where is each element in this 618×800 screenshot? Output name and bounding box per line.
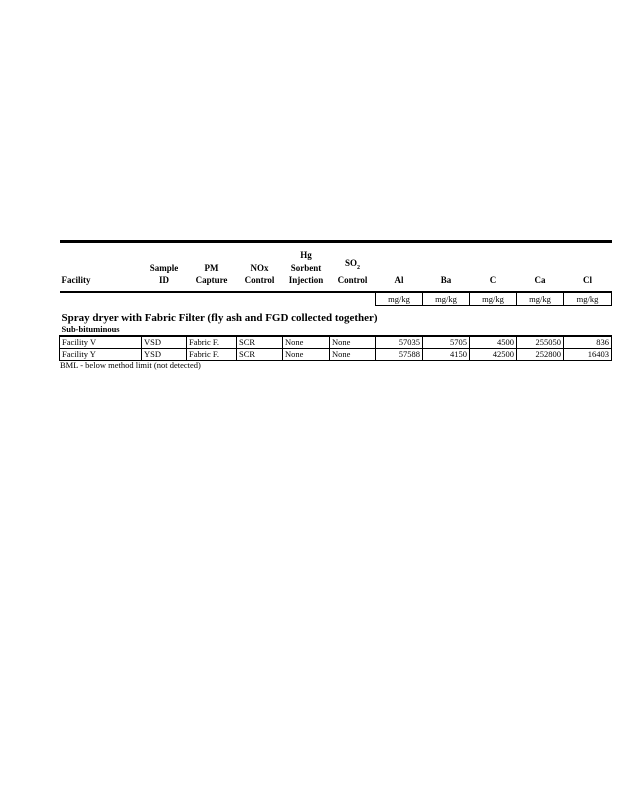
cell-so2: None xyxy=(330,336,376,349)
unit-ca: mg/kg xyxy=(517,292,564,306)
cell-cl: 836 xyxy=(564,336,612,349)
header-facility: Facility xyxy=(61,275,91,285)
unit-c: mg/kg xyxy=(470,292,517,306)
header-so2-control: $SO_2$ Control xyxy=(337,257,368,285)
table-row xyxy=(60,348,612,360)
cell-nox: SCR xyxy=(237,336,283,349)
header-c: C xyxy=(489,275,497,285)
footnote: BML - below method limit (not detected) xyxy=(60,360,201,370)
units-row xyxy=(60,292,612,306)
header-hg-sorbent: Hg Sorbent Injection xyxy=(288,250,324,285)
section-row xyxy=(60,305,612,324)
table-row xyxy=(60,336,612,349)
header-al: Al xyxy=(394,275,404,285)
header-sample-id: Sample ID xyxy=(149,262,179,285)
subsection-title: Sub-bituminous xyxy=(60,324,612,336)
header-ba: Ba xyxy=(440,275,452,285)
cell-cl: 16403 xyxy=(564,348,612,360)
cell-ca: 252800 xyxy=(517,348,564,360)
unit-al: mg/kg xyxy=(376,292,423,306)
cell-ba: 4150 xyxy=(423,348,470,360)
cell-c: 42500 xyxy=(470,348,517,360)
unit-ba: mg/kg xyxy=(423,292,470,306)
cell-ca: 255050 xyxy=(517,336,564,349)
header-cl: Cl xyxy=(583,275,592,285)
cell-so2: None xyxy=(330,348,376,360)
cell-hg: None xyxy=(283,336,330,349)
cell-hg: None xyxy=(283,348,330,360)
cell-facility: Facility V xyxy=(60,336,142,349)
cell-sample-id: YSD xyxy=(142,348,187,360)
header-pm-capture: PM Capture xyxy=(195,262,228,285)
subsection-row xyxy=(60,324,612,336)
cell-nox: SCR xyxy=(237,348,283,360)
section-title: Spray dryer with Fabric Filter (fly ash and FGD collected together) xyxy=(61,311,378,324)
header-ca: Ca xyxy=(534,275,546,285)
unit-cl: mg/kg xyxy=(564,292,612,306)
cell-sample-id: VSD xyxy=(142,336,187,349)
header-nox-control: NOx Control xyxy=(244,262,275,285)
cell-al: 57588 xyxy=(376,348,423,360)
data-table xyxy=(59,240,612,361)
cell-facility: Facility Y xyxy=(60,348,142,360)
cell-pm: Fabric F. xyxy=(187,348,237,360)
header-row xyxy=(60,242,612,292)
cell-al: 57035 xyxy=(376,336,423,349)
cell-ba: 5705 xyxy=(423,336,470,349)
cell-pm: Fabric F. xyxy=(187,336,237,349)
cell-c: 4500 xyxy=(470,336,517,349)
